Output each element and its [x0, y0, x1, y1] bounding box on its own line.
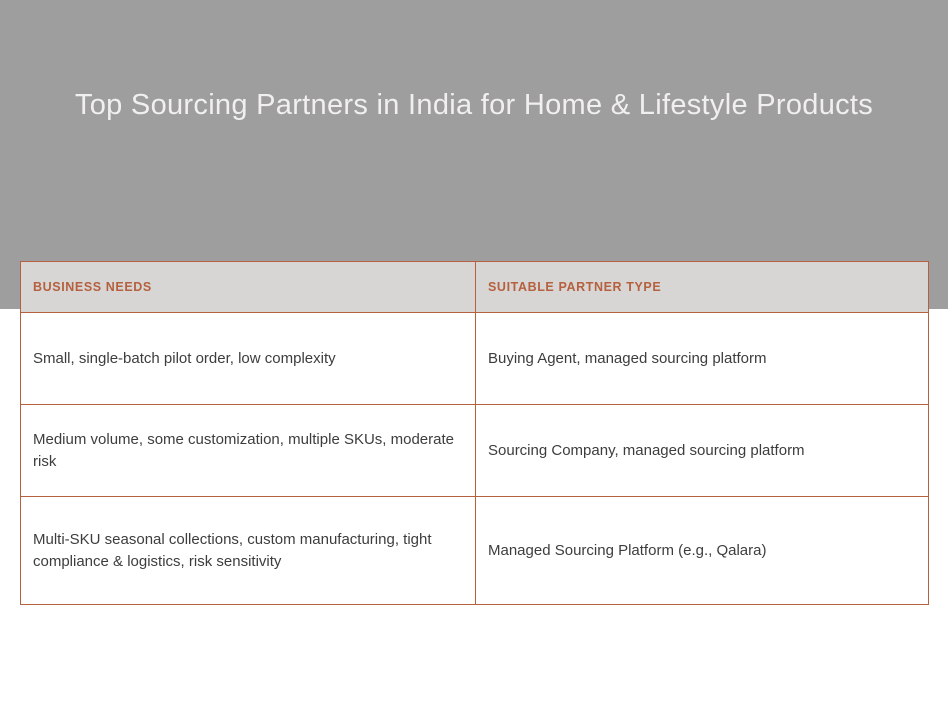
cell-partner-type: Managed Sourcing Platform (e.g., Qalara)	[476, 497, 929, 605]
cell-business-need: Small, single-batch pilot order, low complexity	[21, 313, 476, 405]
table-header	[21, 262, 929, 313]
table-header-row	[21, 262, 929, 313]
comparison-table-container	[20, 261, 928, 605]
cell-business-need: Medium volume, some customization, multiple SKUs, moderate risk	[21, 405, 476, 497]
page-title: Top Sourcing Partners in India for Home & Lifestyle Products	[74, 89, 874, 121]
cell-partner-type: Buying Agent, managed sourcing platform	[476, 313, 929, 405]
column-header-partner-type: SUITABLE PARTNER TYPE	[476, 262, 929, 313]
table-body	[21, 313, 929, 605]
cell-business-need: Multi-SKU seasonal collections, custom manufacturing, tight compliance & logistics, risk sensitivity	[21, 497, 476, 605]
table-row	[21, 405, 929, 497]
table-row	[21, 313, 929, 405]
cell-partner-type: Sourcing Company, managed sourcing platform	[476, 405, 929, 497]
table-row	[21, 497, 929, 605]
column-header-business-needs: BUSINESS NEEDS	[21, 262, 476, 313]
comparison-table	[20, 261, 929, 605]
